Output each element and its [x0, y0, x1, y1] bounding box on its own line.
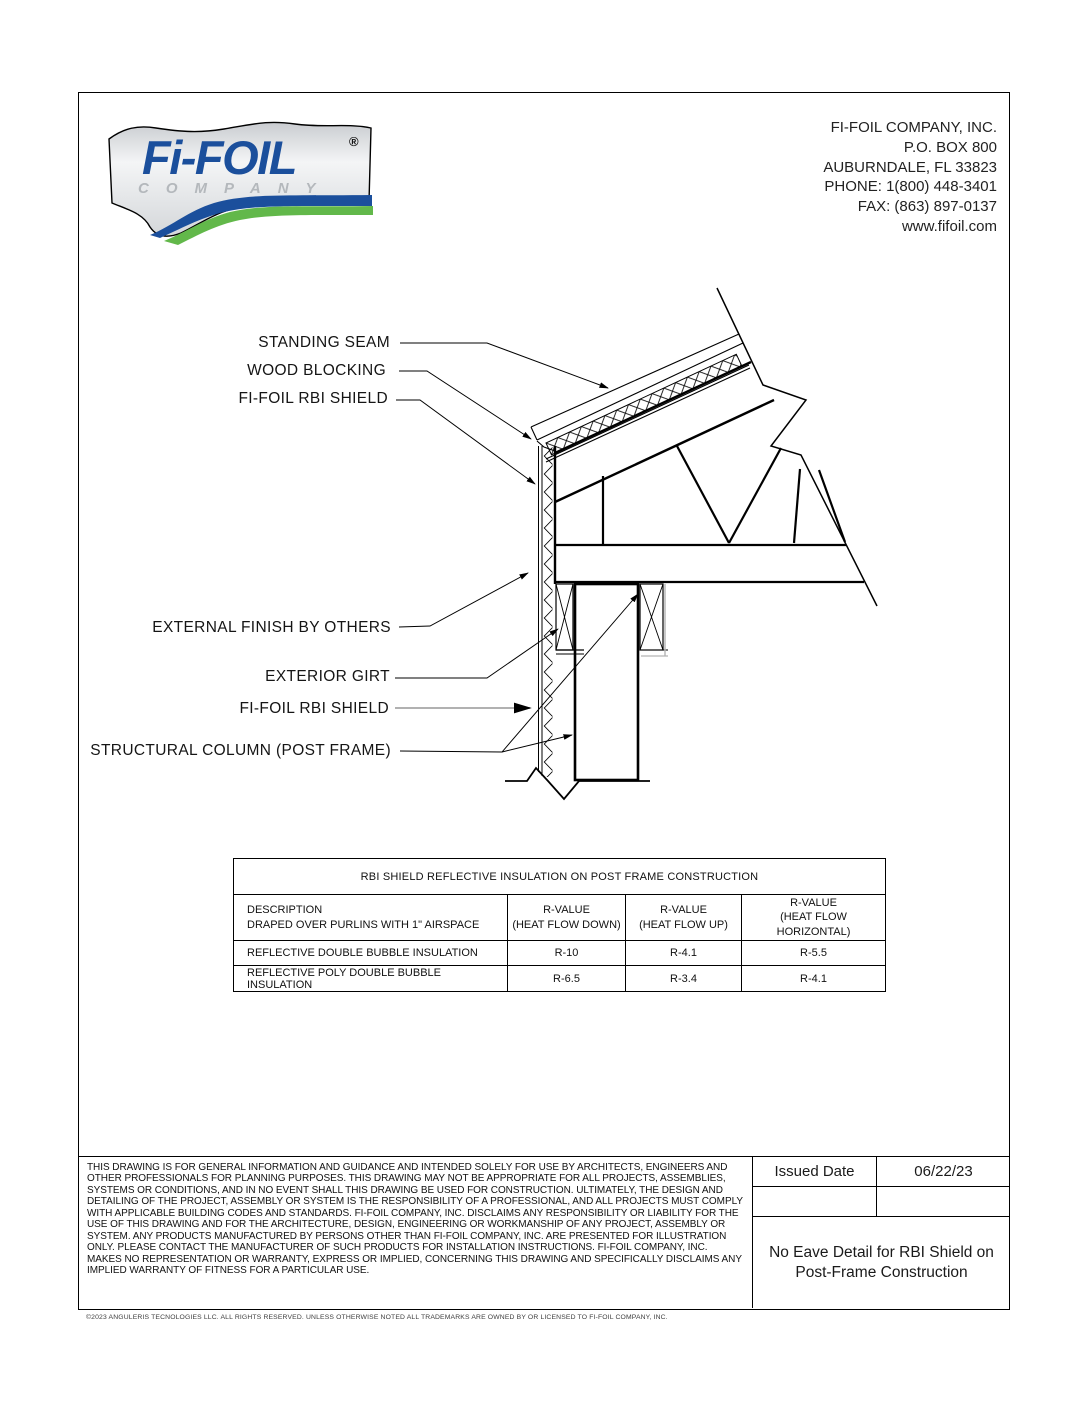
address-line: PHONE: 1(800) 448-3401 — [824, 178, 997, 196]
row-value: R-5.5 — [742, 941, 885, 966]
row-value: R-4.1 — [626, 941, 742, 966]
company-website: www.fifoil.com — [901, 217, 997, 235]
title-block-empty-cell — [753, 1187, 876, 1217]
address-line: FI-FOIL COMPANY, INC. — [830, 119, 997, 136]
break-line-bottom — [505, 768, 650, 799]
callout-rbi-shield-top: FI-FOIL RBI SHIELD — [238, 390, 388, 407]
address-line: AUBURNDALE, FL 33823 — [823, 158, 997, 176]
girt-left-x-hatch — [556, 584, 573, 650]
callout-standing-seam: STANDING SEAM — [258, 334, 390, 351]
title-block-empty-cell — [876, 1187, 1010, 1217]
leader-rbi-shield-top — [396, 400, 535, 484]
address-line: FAX: (863) 897-0137 — [857, 198, 997, 216]
girts — [556, 584, 668, 656]
wall-assembly — [539, 446, 554, 777]
table-header-rvalue-horizontal — [742, 895, 885, 941]
standing-seam-end-cap — [531, 427, 537, 440]
row-description: REFLECTIVE DOUBLE BUBBLE INSULATION — [234, 941, 508, 966]
structural-column — [575, 584, 638, 780]
rbi-shield-roof-line2 — [546, 368, 750, 462]
header-description-line2: DRAPED OVER PURLINS WITH 1" AIRSPACE — [247, 918, 480, 931]
wood-blocking-strip — [546, 354, 742, 455]
leader-structural-column — [400, 594, 638, 752]
row-value: R-6.5 — [508, 966, 626, 991]
address-line: P.O. BOX 800 — [903, 138, 997, 156]
rbi-shield-roof-line — [546, 365, 749, 459]
logo-wordmark: Fi-FOIL — [142, 131, 296, 184]
truss-web-diagonal — [819, 470, 845, 542]
truss-web-diagonal — [729, 448, 781, 543]
leader-lines — [395, 343, 638, 752]
header-line: R-VALUE — [790, 896, 837, 909]
header-description-line1: DESCRIPTION — [247, 904, 323, 916]
disclaimer-text: THIS DRAWING IS FOR GENERAL INFORMATION AND GUIDANCE AND INTENDED SOLELY FOR USE BY ARCHITECTS, ENGINEERS AND OTHER PROFESSIONALS FOR PLANNING PURPOSES. THIS DRAWING MAY NOT BE APPROPRIATE FOR ALL PROJECTS, ASSEMBLIES, SYSTEMS OR CONDITIONS, AND IN NO EVENT SHALL THIS DRAWING BE USED FOR CONSTRUCTION. ULTIMATELY, THE DESIGN AND DETAILING OF THE PROJECT, ASSEMBLY OR SYSTEM IS THE RESPONSIBILITY OF A PROFESSIONAL, AND ALL PROJECTS MUST COMPLY WITH APPLICABLE BUILDING CODES AND STANDARDS. FI-FOIL COMPANY, INC. DISCLAIMS ANY RESPONSIBILITY OR LIABILITY FOR THE USE OF THIS DRAWING AND FOR THE ARCHITECTURE, DESIGN, ENGINEERING OR WORKMANSHIP OF ANY PROJECT, ASSEMBLY OR SYSTEM. ANY PRODUCTS MANUFACTURED BY PERSONS OTHER THAN FI-FOIL COMPANY, INC. ARE PRESENTED FOR ILLUSTRATION ONLY. PLEASE CONTACT THE MANUFACTURER OF SUCH PRODUCTS FOR INSTALLATION INSTRUCTIONS. FI-FOIL COMPANY, INC. MAKES NO REPRESENTATION OR WARRANTY, EXPRESS OR IMPLIED, CONCERNING THIS DRAWING AND SPECIFICALLY DISCLAIMS ANY IMPLIED WARRANTY OF FITNESS FOR A PARTICULAR USE. — [78, 1156, 753, 1308]
callout-exterior-girt: EXTERIOR GIRT — [265, 668, 390, 685]
drawing-title: No Eave Detail for RBI Shield on Post-Frame Construction — [769, 1243, 994, 1281]
callout-structural-column: STRUCTURAL COLUMN (POST FRAME) — [90, 742, 391, 759]
break-line-right — [717, 288, 877, 606]
title-block — [753, 1156, 1010, 1308]
table-row — [234, 966, 885, 991]
leader-standing-seam — [400, 343, 608, 388]
leader-external-finish — [399, 573, 528, 627]
standing-seam-bottom-line — [537, 343, 743, 440]
registered-trademark-symbol: ® — [349, 134, 359, 149]
rvalue-table — [233, 858, 886, 992]
leader-exterior-girt — [395, 629, 558, 678]
issued-date-label: Issued Date — [753, 1156, 876, 1187]
truss — [555, 446, 864, 584]
table-header-description — [234, 895, 508, 941]
header-line: R-VALUE — [543, 904, 590, 916]
table-header-rvalue-down — [508, 895, 626, 941]
header-line: R-VALUE — [660, 904, 707, 916]
copyright-line: ©2023 ANGULERIS TECNOLOGIES LLC. ALL RIGHTS RESERVED. UNLESS OTHERWISE NOTED ALL TRADEMARKS ARE OWNED BY OR LICENSED TO FI-FOIL COMPANY, INC. — [86, 1314, 668, 1321]
leader-structural-column-branch — [502, 735, 572, 752]
truss-top-chord-top — [555, 362, 751, 453]
truss-web-diagonal — [794, 469, 800, 543]
rbi-shield-wall-zigzag — [544, 447, 554, 777]
table-row — [234, 941, 885, 966]
callout-rbi-shield-bottom: FI-FOIL RBI SHIELD — [239, 700, 389, 717]
table-title: RBI SHIELD REFLECTIVE INSULATION ON POST FRAME CONSTRUCTION — [234, 859, 885, 895]
row-value: R-4.1 — [800, 972, 827, 985]
callout-wood-blocking: WOOD BLOCKING — [247, 362, 386, 379]
truss-web-diagonal — [677, 446, 729, 543]
leader-wood-blocking — [399, 371, 531, 439]
header-line: (HEAT FLOW HORIZONTAL) — [776, 911, 851, 938]
truss-top-chord-bottom — [555, 400, 774, 502]
girt-right-x-hatch — [640, 584, 663, 650]
logo-company-subtext: COMPANY — [138, 180, 333, 197]
header-line: (HEAT FLOW DOWN) — [512, 918, 621, 931]
row-description: REFLECTIVE POLY DOUBLE BUBBLE INSULATION — [234, 966, 508, 991]
row-value: R-10 — [508, 941, 626, 966]
roof-assembly — [531, 334, 774, 502]
callout-external-finish: EXTERNAL FINISH BY OTHERS — [152, 619, 391, 636]
issued-date-value: 06/22/23 — [876, 1156, 1010, 1187]
row-value: R-3.4 — [626, 966, 742, 991]
table-header-rvalue-up — [626, 895, 742, 941]
header-line: (HEAT FLOW UP) — [639, 918, 728, 931]
